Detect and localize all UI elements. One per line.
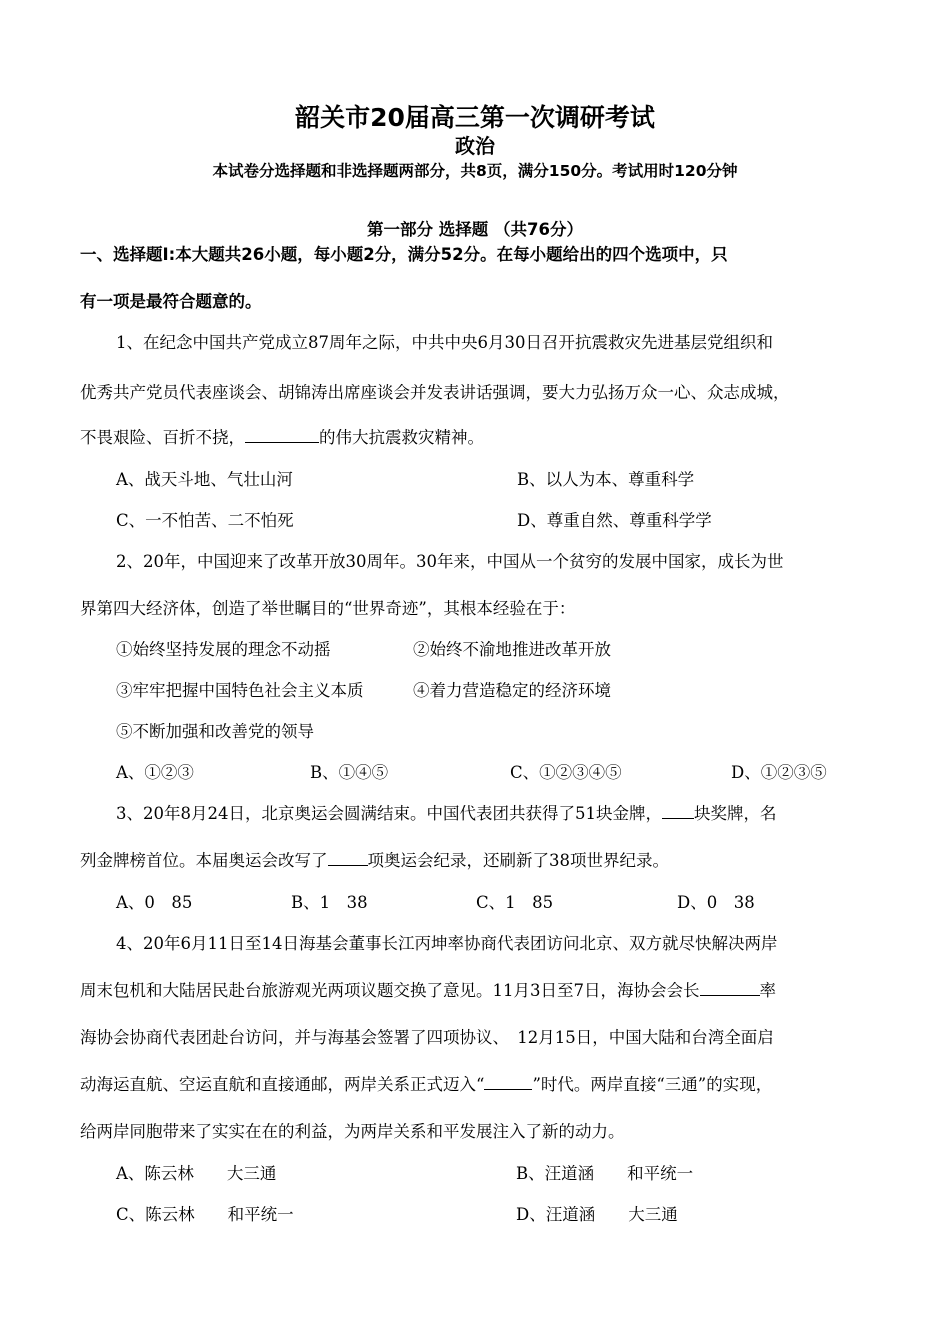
q3-text-line1-start: 3、20年8月24日，北京奥运会圆满结束。中国代表团共获得了51块金牌， [116,804,662,823]
q1-text-line3 [80,426,880,450]
part1-heading: 第一部分 选择题 （共76分） [367,220,583,239]
q2-statement-5: ⑤不断加强和改善党的领导 [116,722,314,741]
q4-text-line1: 4、20年6月11日至14日海基会董事长江丙坤率协商代表团访问北京、双方就尽快解决两岸 [116,934,778,953]
q3-text-line2 [80,849,880,873]
q1-option-b: B、以人为本、尊重科学 [517,470,695,489]
q4-text-line2-start: 周末包机和大陆居民赴台旅游观光两项议题交换了意见。11月3日至7日，海协会会长 [80,981,700,1000]
q2-text-line2: 界第四大经济体，创造了举世瞩目的“世界奇迹”，其根本经验在于： [80,599,576,618]
q1-text-line3-end: 的伟大抗震救灾精神。 [319,428,484,447]
q3-option-c: C、1 85 [476,893,554,912]
q4-option-b: B、汪道涵 和平统一 [516,1164,694,1183]
q3-option-b: B、1 38 [291,893,368,912]
q3-answer-blank-1 [662,802,694,819]
q3-text-line2-start: 列金牌榜首位。本届奥运会改写了 [80,851,328,870]
q1-answer-blank [245,426,319,443]
q4-text-line3: 海协会协商代表团赴台访问，并与海基会签署了四项协议、 12月15日，中国大陆和台湾全面启 [80,1028,774,1047]
q2-statement-1: ①始终坚持发展的理念不动摇 [116,640,331,659]
q3-answer-blank-2 [328,849,368,866]
q1-option-d: D、尊重自然、尊重科学学 [517,511,712,530]
q3-option-d: D、0 38 [677,893,755,912]
q2-text-line1: 2、20年，中国迎来了改革开放30周年。30年来，中国从一个贫穷的发展中国家，成长为世 [116,552,784,571]
q3-text-line1 [116,802,916,826]
q2-statement-4: ④着力营造稳定的经济环境 [413,681,611,700]
q1-text-line2: 优秀共产党员代表座谈会、胡锦涛出席座谈会并发表讲话强调，要大力弘扬万众一心、众志成城， [80,383,790,402]
q2-statement-3: ③牢牢把握中国特色社会主义本质 [116,681,364,700]
q3-text-line2-end: 项奥运会纪录，还刷新了38项世界纪录。 [367,851,669,870]
q4-text-line4-end: ”时代。两岸直接“三通”的实现， [532,1075,773,1094]
q4-answer-blank-2 [484,1073,532,1090]
q2-option-b: B、①④⑤ [310,763,389,782]
q2-option-a: A、①②③ [116,763,194,782]
q1-option-a: A、战天斗地、气壮山河 [116,470,293,489]
exam-info: 本试卷分选择题和非选择题两部分，共8页，满分150分。考试用时120分钟 [212,162,738,180]
q3-option-a: A、0 85 [116,893,193,912]
q2-option-c: C、①②③④⑤ [510,763,622,782]
q3-text-line1-end: 块奖牌，名 [693,804,777,823]
q4-text-line2 [80,979,880,1003]
q4-option-d: D、汪道涵 大三通 [516,1205,678,1224]
q1-text-line3-start: 不畏艰险、百折不挠， [80,428,245,447]
q4-text-line4 [80,1073,880,1097]
q4-option-a: A、陈云林 大三通 [116,1164,277,1183]
q4-text-line4-start: 动海运直航、空运直航和直接通邮，两岸关系正式迈入“ [80,1075,485,1094]
q4-option-c: C、陈云林 和平统一 [116,1205,294,1224]
q1-text-line1: 1、在纪念中国共产党成立87周年之际，中共中央6月30日召开抗震救灾先进基层党组织和 [116,333,773,352]
q1-option-c: C、一不怕苦、二不怕死 [116,511,294,530]
section-instruction-line2: 有一项是最符合题意的。 [80,292,262,311]
subject-title: 政治 [455,134,495,158]
exam-title: 韶关市20届高三第一次调研考试 [295,103,655,132]
q4-text-line2-end: 率 [759,981,776,1000]
q4-answer-blank-1 [700,979,760,996]
q2-statement-2: ②始终不渝地推进改革开放 [413,640,611,659]
q4-text-line5: 给两岸同胞带来了实实在在的利益，为两岸关系和平发展注入了新的动力。 [80,1122,625,1141]
section-instruction-line1: 一、选择题Ⅰ:本大题共26小题，每小题2分，满分52分。在每小题给出的四个选项中，只 [80,245,728,264]
q2-option-d: D、①②③⑤ [731,763,827,782]
